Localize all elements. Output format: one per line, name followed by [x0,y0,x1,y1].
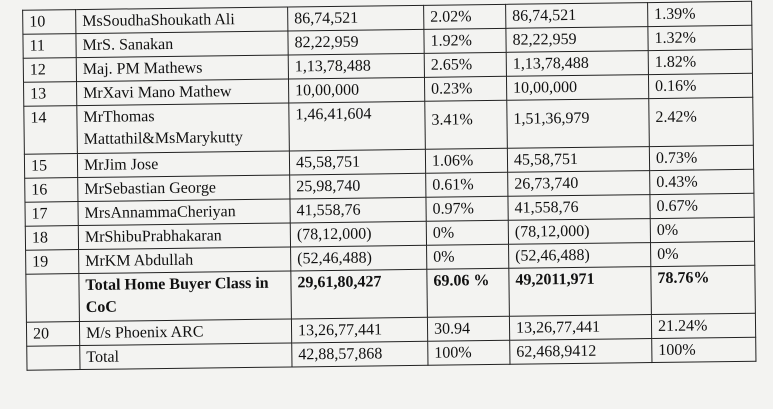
name-cell: MrKM Abdullah [79,247,291,274]
amount-cell: 42,88,57,868 [292,341,428,367]
percent-cell: 0% [426,220,508,245]
percent-cell: 0.61% [426,172,508,197]
serial-cell: 17 [25,202,78,227]
percent-cell: 2.65% [424,52,506,77]
serial-cell: 15 [24,154,77,179]
percent-cell: 0.16% [648,73,752,98]
percent-cell: 0.43% [650,169,754,194]
amount-cell: (78,12,000) [508,219,650,245]
amount-cell: (52,46,488) [509,243,651,269]
percent-cell: 100% [428,340,510,365]
serial-cell [27,346,80,371]
name-cell: MrJim Jose [77,151,289,178]
percent-cell: 21.24% [651,313,755,338]
percent-cell: 0.23% [424,76,506,101]
percent-cell: 1.06% [425,148,507,173]
amount-cell: 1,13,78,488 [506,51,648,77]
serial-cell: 12 [23,58,76,83]
serial-cell: 19 [26,250,79,275]
name-cell: MrSebastian George [78,175,290,202]
amount-cell: 10,00,000 [288,77,424,103]
percent-cell: 100% [652,337,756,362]
amount-cell: (78,12,000) [290,221,426,247]
percent-cell: 78.76% [651,265,756,314]
amount-cell: (52,46,488) [291,245,427,271]
table-body [23,1,756,370]
percent-cell: 1.32% [648,25,752,50]
serial-cell: 18 [25,226,78,251]
serial-cell: 16 [25,178,78,203]
amount-cell: 25,98,740 [290,173,426,199]
name-cell: MrXavi Mano Mathew [77,79,289,106]
name-cell: MsSoudhaShoukath Ali [76,7,288,34]
amount-cell: 1,51,36,979 [507,99,650,149]
serial-cell: 20 [26,322,79,347]
name-cell: MrThomas Mattathil&MsMarykutty [77,103,290,154]
percent-cell: 0.67% [650,193,754,218]
name-cell: MrShibuPrabhakaran [78,223,290,250]
percent-cell: 1.82% [648,49,752,74]
serial-cell: 14 [24,106,78,155]
name-cell: Total Home Buyer Class in CoC [79,271,292,322]
serial-cell [26,274,80,323]
serial-cell: 10 [23,10,76,35]
percent-cell: 1.92% [424,28,506,53]
amount-cell: 62,468,9412 [510,339,652,365]
percent-cell: 2.42% [649,97,754,146]
percent-cell: 0% [651,241,755,266]
name-cell: MrS. Sanakan [76,31,288,58]
shareholding-table [22,1,756,371]
amount-cell: 1,46,41,604 [289,101,426,151]
percent-cell: 0.97% [426,196,508,221]
amount-cell: 49,2011,971 [509,267,652,317]
percent-cell: 3.41% [425,100,508,149]
amount-cell: 82,22,959 [288,29,424,55]
percent-cell: 0% [427,244,509,269]
percent-cell: 0.73% [649,145,753,170]
serial-cell: 13 [24,82,77,107]
percent-cell: 1.39% [648,1,752,26]
amount-cell: 45,58,751 [507,147,649,173]
amount-cell: 13,26,77,441 [291,317,427,343]
name-cell: Total [80,343,292,370]
amount-cell: 1,13,78,488 [288,53,424,79]
amount-cell: 41,558,76 [290,197,426,223]
percent-cell: 2.02% [424,4,506,29]
name-cell: Maj. PM Mathews [76,55,288,82]
amount-cell: 41,558,76 [508,195,650,221]
amount-cell: 45,58,751 [289,149,425,175]
name-cell: M/s Phoenix ARC [79,319,291,346]
amount-cell: 82,22,959 [506,27,648,53]
name-cell: MrsAnnammaCheriyan [78,199,290,226]
amount-cell: 86,74,521 [506,3,648,29]
amount-cell: 13,26,77,441 [509,315,651,341]
percent-cell: 69.06 % [427,268,510,317]
amount-cell: 29,61,80,427 [291,269,428,319]
percent-cell: 0% [650,217,754,242]
amount-cell: 86,74,521 [288,5,424,31]
percent-cell: 30.94 [427,316,509,341]
serial-cell: 11 [23,34,76,59]
amount-cell: 26,73,740 [508,171,650,197]
amount-cell: 10,00,000 [506,75,648,101]
